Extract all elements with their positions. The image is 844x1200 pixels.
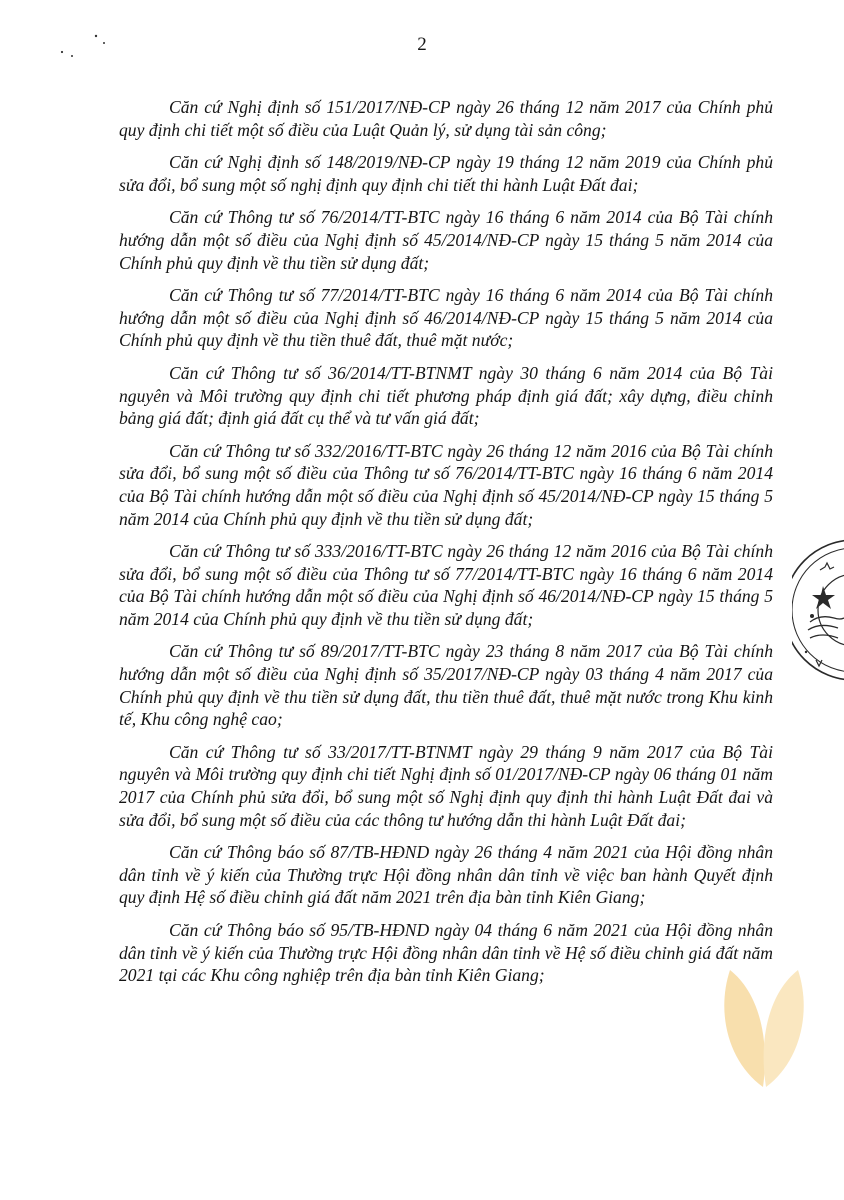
legal-basis-paragraph: Căn cứ Thông tư số 33/2017/TT-BTNMT ngày 29 tháng 9 năm 2017 của Bộ Tài nguyên và Môi trường quy định chi tiết Nghị định số 01/2017/NĐ-CP ngày 06 tháng 01 năm 2017 của Chính phủ sửa đổi, bổ sung một số Nghị định quy định thi hành Luật Đất đai và sửa đổi, bổ sung một số điều của các thông tư hướng dẫn thi hành Luật Đất đai; xyxy=(119,741,773,830)
page-number: 2 xyxy=(417,34,427,55)
official-seal-stamp xyxy=(792,532,844,687)
legal-basis-paragraph: Căn cứ Thông tư số 76/2014/TT-BTC ngày 16 tháng 6 năm 2014 của Bộ Tài chính hướng dẫn một số điều của Nghị định số 45/2014/NĐ-CP ngày 15 tháng 5 năm 2014 của Chính phủ quy định về thu tiền sử dụng đất; xyxy=(119,207,773,273)
legal-basis-paragraph: Căn cứ Thông báo số 95/TB-HĐND ngày 04 tháng 6 năm 2021 của Hội đồng nhân dân tỉnh về ý kiến của Thường trực Hội đồng nhân dân tỉnh về Hệ số điều chỉnh giá đất năm 2021 tại các Khu công nghiệp trên địa bàn tỉnh Kiên Giang; xyxy=(119,920,773,986)
legal-basis-text xyxy=(119,96,773,997)
legal-basis-paragraph: Căn cứ Nghị định số 151/2017/NĐ-CP ngày 26 tháng 12 năm 2017 của Chính phủ quy định chi tiết một số điều của Luật Quản lý, sử dụng tài sản công; xyxy=(119,97,773,140)
legal-basis-paragraph: Căn cứ Thông tư số 77/2014/TT-BTC ngày 16 tháng 6 năm 2014 của Bộ Tài chính hướng dẫn một số điều của Nghị định số 46/2014/NĐ-CP ngày 15 tháng 5 năm 2014 của Chính phủ quy định về thu tiền thuê đất, thuê mặt nước; xyxy=(119,285,773,351)
legal-basis-paragraph: Căn cứ Thông tư số 333/2016/TT-BTC ngày 26 tháng 12 năm 2016 của Bộ Tài chính sửa đổi, bổ sung một số điều của Thông tư số 77/2014/TT-BTC ngày 16 tháng 6 năm 2014 của Bộ Tài chính hướng dẫn một số điều của Nghị định số 46/2014/NĐ-CP ngày 15 tháng 5 năm 2014 của Chính phủ quy định về thu tiền sử dụng đất; xyxy=(119,541,773,629)
legal-basis-paragraph: Căn cứ Thông tư số 332/2016/TT-BTC ngày 26 tháng 12 năm 2016 của Bộ Tài chính sửa đổi, bổ sung một số điều của Thông tư số 76/2014/TT-BTC ngày 16 tháng 6 năm 2014 của Bộ Tài chính hướng dẫn một số điều của Nghị định số 45/2014/NĐ-CP ngày 15 tháng 5 năm 2014 của Chính phủ quy định về thu tiền sử dụng đất; xyxy=(119,440,773,529)
legal-basis-paragraph: Căn cứ Nghị định số 148/2019/NĐ-CP ngày 19 tháng 12 năm 2019 của Chính phủ sửa đổi, bổ sung một số nghị định quy định chi tiết thi hành Luật Đất đai; xyxy=(119,152,773,195)
legal-basis-paragraph: Căn cứ Thông tư số 89/2017/TT-BTC ngày 23 tháng 8 năm 2017 của Bộ Tài chính hướng dẫn một số điều của Nghị định số 35/2017/NĐ-CP ngày 03 tháng 4 năm 2017 của Chính phủ quy định về thu tiền sử dụng đất, thu tiền thuê đất, thuê mặt nước trong Khu kinh tế, Khu công nghệ cao; xyxy=(119,641,773,730)
legal-basis-paragraph: Căn cứ Thông tư số 36/2014/TT-BTNMT ngày 30 tháng 6 năm 2014 của Bộ Tài nguyên và Môi trường quy định chi tiết phương pháp định giá đất; xây dựng, điều chỉnh bảng giá đất; định giá đất cụ thể và tư vấn giá đất; xyxy=(119,362,773,429)
leaf-watermark xyxy=(708,952,818,1092)
legal-basis-paragraph: Căn cứ Thông báo số 87/TB-HĐND ngày 26 tháng 4 năm 2021 của Hội đồng nhân dân tỉnh về ý kiến của Thường trực Hội đồng nhân dân tỉnh về việc ban hành Quyết định quy định Hệ số điều chỉnh giá đất năm 2021 trên địa bàn tỉnh Kiên Giang; xyxy=(119,842,773,908)
scan-specks xyxy=(58,34,118,64)
